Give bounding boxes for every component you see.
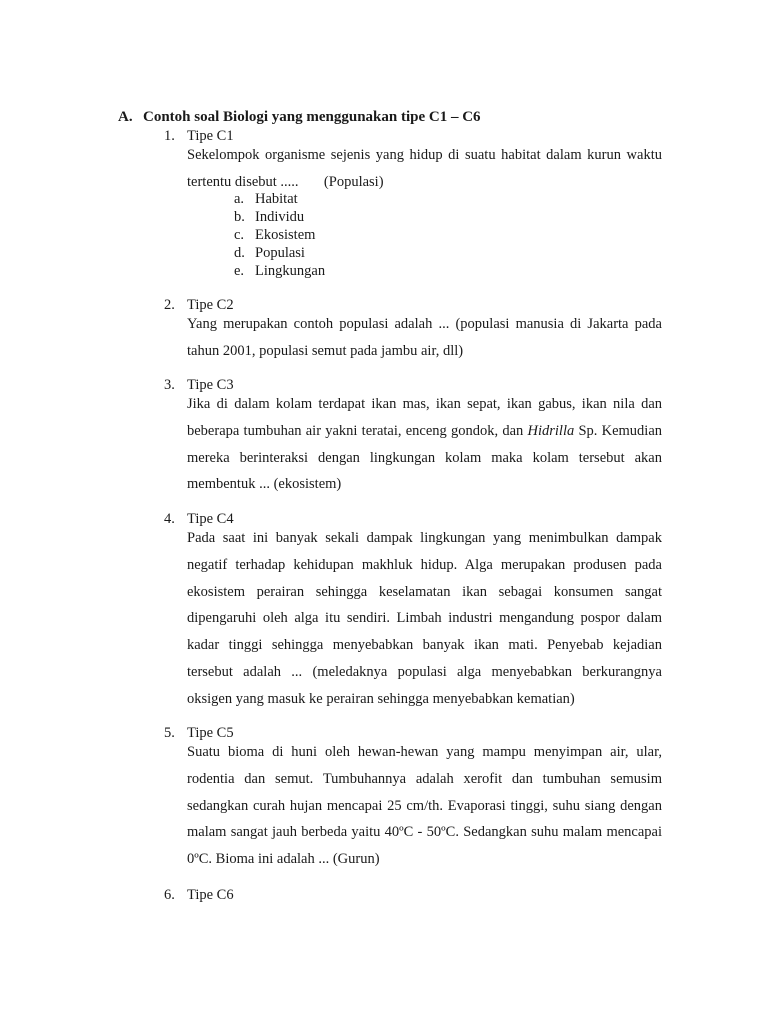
option-text: Individu — [255, 209, 305, 225]
option-a — [234, 190, 325, 208]
option-letter: d. — [234, 245, 245, 261]
section-heading — [118, 109, 481, 126]
section-letter: A. — [118, 109, 133, 125]
question-number: 4. — [164, 511, 175, 527]
question-type: Tipe C2 — [187, 297, 234, 313]
question-number: 1. — [164, 128, 175, 144]
option-text: Ekosistem — [255, 227, 316, 243]
question-text — [187, 142, 662, 196]
question-type: Tipe C1 — [187, 128, 234, 144]
option-text: Lingkungan — [255, 263, 326, 279]
option-letter: e. — [234, 263, 245, 279]
question-answer: (Populasi) — [323, 173, 384, 190]
question-number: 3. — [164, 377, 175, 393]
option-text: Populasi — [255, 245, 305, 261]
question-number: 6. — [164, 887, 175, 903]
question-type: Tipe C3 — [187, 377, 234, 393]
option-letter: c. — [234, 227, 245, 243]
option-e — [234, 262, 325, 280]
question-text: Pada saat ini banyak sekali dampak lingkungan yang menimbulkan dampak negatif terhadap kehidupan makhluk hidup. Alga merupakan produsen pada ekosistem perairan sehingga keselamatan ikan sebagai konsumen sangat dipengaruhi oleh alga itu sendiri. Limbah industri mengandung pospor dalam kadar tinggi sehingga menyebabkan banyak ikan mati. Penyebab kejadian tersebut adalah ... (meledaknya populasi alga menyebabkan berkurangnya oksigen yang masuk ke perairan sehingga menyebabkan kematian) — [187, 530, 662, 707]
option-text: Habitat — [255, 191, 298, 207]
section-title-text: Contoh soal Biologi yang menggunakan tipe C1 – C6 — [143, 109, 481, 125]
answer-options — [234, 190, 325, 280]
option-b — [234, 208, 325, 226]
option-c — [234, 226, 325, 244]
question-type: Tipe C6 — [187, 887, 234, 903]
question-type: Tipe C4 — [187, 511, 234, 527]
question-type: Tipe C5 — [187, 725, 234, 741]
option-d — [234, 244, 325, 262]
question-text: Yang merupakan contoh populasi adalah ... (populasi manusia di Jakarta pada tahun 2001, populasi semut pada jambu air, dll) — [187, 316, 662, 359]
question-number: 2. — [164, 297, 175, 313]
question-number: 5. — [164, 725, 175, 741]
question-text-main: Sekelompok organisme sejenis yang hidup di suatu habitat dalam kurun waktu tertentu disebut ..... — [187, 147, 662, 190]
question-text: Suatu bioma di huni oleh hewan-hewan yang mampu menyimpan air, ular, rodentia dan semut. Tumbuhannya adalah xerofit dan tumbuhan semusim sedangkan curah hujan mencapai 25 cm/th. Evaporasi tinggi, suhu siang dengan malam sangat jauh berbeda yaitu 40ºC - 50ºC. Sedangkan suhu malam mencapai 0ºC. Bioma ini adalah ... (Gurun) — [187, 744, 662, 868]
question-text — [187, 391, 662, 498]
question-text-after: Sp. Kemudian mereka berinteraksi dengan lingkungan kolam maka kolam tersebut akan membentuk ... (ekosistem) — [187, 422, 663, 493]
species-name: Hidrilla — [527, 422, 575, 439]
option-letter: a. — [234, 191, 245, 207]
option-letter: b. — [234, 209, 245, 225]
question-text-before: Jika di dalam kolam terdapat ikan mas, ikan sepat, ikan gabus, ikan nila dan beberapa tumbuhan air yakni teratai, enceng gondok, dan — [187, 396, 662, 439]
